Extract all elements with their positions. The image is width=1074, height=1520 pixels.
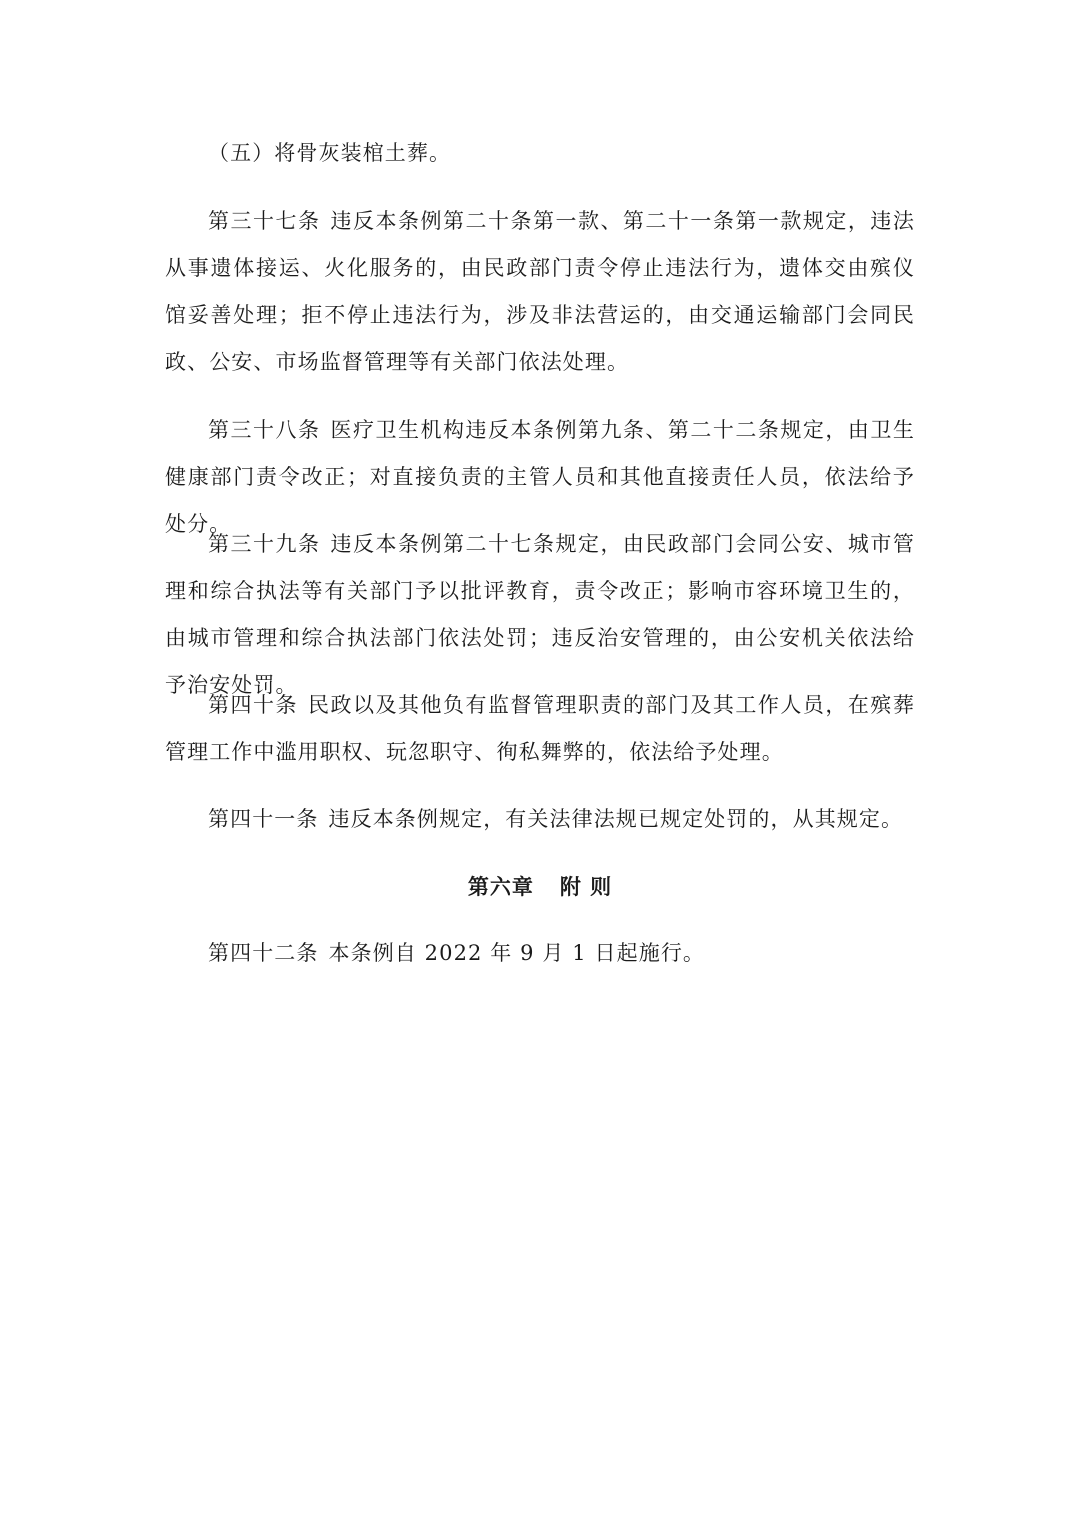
article-37 xyxy=(165,198,915,386)
article-38-text: 医疗卫生机构违反本条例第九条、第二十二条规定，由卫生健康部门责令改正；对直接负责的主管人员和其他直接责任人员，依法给予处分。 xyxy=(165,418,915,536)
article-40-number: 第四十条 xyxy=(208,693,298,717)
chapter-number: 第六章 xyxy=(467,874,534,899)
article-42-number: 第四十二条 xyxy=(208,941,319,965)
article-42-text: 本条例自 2022 年 9 月 1 日起施行。 xyxy=(328,941,706,965)
chapter-heading xyxy=(165,863,915,910)
article-37-text: 违反本条例第二十条第一款、第二十一条第一款规定，违法从事遗体接运、火化服务的，由民政部门责令停止违法行为，遗体交由殡仪馆妥善处理；拒不停止违法行为，涉及非法营运的，由交通运输部门会同民政、公安、市场监督管理等有关部门依法处理。 xyxy=(165,209,915,374)
article-42 xyxy=(165,930,915,977)
article-38-number: 第三十八条 xyxy=(208,418,321,442)
article-37-number: 第三十七条 xyxy=(208,209,321,233)
document-page xyxy=(165,0,915,1520)
chapter-title: 附 则 xyxy=(559,874,613,899)
item-five xyxy=(208,130,451,177)
article-39-text: 违反本条例第二十七条规定，由民政部门会同公安、城市管理和综合执法等有关部门予以批评教育，责令改正；影响市容环境卫生的，由城市管理和综合执法部门依法处罚；违反治安管理的，由公安机关依法给予治安处罚。 xyxy=(165,532,915,697)
article-41-text: 违反本条例规定，有关法律法规已规定处罚的，从其规定。 xyxy=(328,807,904,831)
article-39 xyxy=(165,521,915,709)
article-40-text: 民政以及其他负有监督管理职责的部门及其工作人员，在殡葬管理工作中滥用职权、玩忽职守、徇私舞弊的，依法给予处理。 xyxy=(165,693,916,764)
article-39-number: 第三十九条 xyxy=(208,532,321,556)
article-41 xyxy=(165,796,915,843)
article-40 xyxy=(165,682,915,776)
article-41-number: 第四十一条 xyxy=(208,807,319,831)
item-five-text: （五）将骨灰装棺土葬。 xyxy=(208,141,452,165)
